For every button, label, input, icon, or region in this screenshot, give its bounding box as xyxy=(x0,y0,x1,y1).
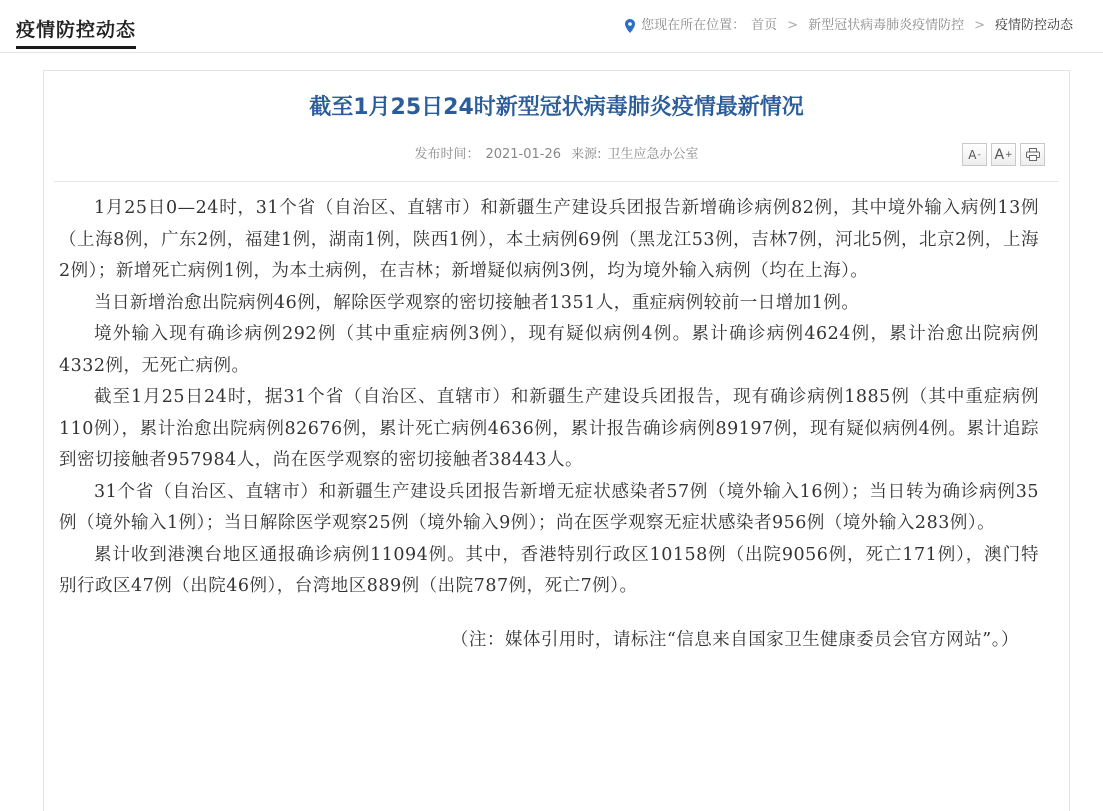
breadcrumb xyxy=(625,16,1073,36)
publish-date-label: 发布时间： xyxy=(414,147,480,162)
breadcrumb-covid-link[interactable]: 新型冠状病毒肺炎疫情防控 xyxy=(808,18,965,33)
article-title: 截至1月25日24时新型冠状病毒肺炎疫情最新情况 xyxy=(309,95,804,120)
printer-icon xyxy=(1026,148,1040,161)
article-tools xyxy=(962,143,1045,166)
section-title: 疫情防控动态 xyxy=(16,18,136,49)
source-value: 卫生应急办公室 xyxy=(607,147,699,162)
article-paragraph: 1月25日0—24时，31个省（自治区、直辖市）和新疆生产建设兵团报告新增确诊病例82例，其中境外输入病例13例（上海8例，广东2例，福建1例，湖南1例，陕西1例），本土病例69例（黑龙江53例，吉林7例，河北5例，北京2例，上海2例）；新增死亡病例1例，为本土病例，在吉林；新增疑似病例3例，均为境外输入病例（均在上海）。 xyxy=(59,198,1039,281)
breadcrumb-prefix: 您现在所在位置： xyxy=(641,18,746,33)
breadcrumb-home-link[interactable]: 首页 xyxy=(751,18,778,33)
publish-date: 2021-01-26 xyxy=(485,147,562,162)
article-paragraph: 截至1月25日24时，据31个省（自治区、直辖市）和新疆生产建设兵团报告，现有确诊病例1885例（其中重症病例110例），累计治愈出院病例82676例，累计死亡病例4636例，累计报告确诊病例89197例，现有疑似病例4例。累计追踪到密切接触者957984人，尚在医学观察的密切接触者38443人。 xyxy=(59,387,1039,470)
chevron-right-icon: > xyxy=(787,18,799,33)
chevron-right-icon: > xyxy=(974,18,985,33)
article-paragraph: 境外输入现有确诊病例292例（其中重症病例3例），现有疑似病例4例。累计确诊病例4624例，累计治愈出院病例4332例，无死亡病例。 xyxy=(59,324,1039,376)
article-paragraph: 31个省（自治区、直辖市）和新疆生产建设兵团报告新增无症状感染者57例（境外输入16例）；当日转为确诊病例35例（境外输入1例）；当日解除医学观察25例（境外输入9例）；尚在医学观察无症状感染者956例（境外输入283例）。 xyxy=(59,481,1039,533)
print-button[interactable] xyxy=(1020,143,1045,166)
article-card xyxy=(43,70,1070,811)
article-paragraph: 当日新增治愈出院病例46例，解除医学观察的密切接触者1351人，重症病例较前一日增加1例。 xyxy=(94,292,860,313)
citation-note: （注：媒体引用时，请标注“信息来自国家卫生健康委员会官方网站”。） xyxy=(450,629,1019,650)
breadcrumb-current: 疫情防控动态 xyxy=(994,18,1073,33)
location-pin-icon xyxy=(625,19,635,33)
article-paragraph: 累计收到港澳台地区通报确诊病例11094例。其中，香港特别行政区10158例（出院9056例，死亡171例），澳门特别行政区47例（出院46例），台湾地区889例（出院787例，死亡7例）。 xyxy=(59,544,1039,596)
title-divider xyxy=(54,181,1059,182)
source-label: 来源: xyxy=(571,147,602,162)
font-smaller-button[interactable]: A - xyxy=(962,143,987,166)
top-bar xyxy=(0,0,1103,53)
article-body xyxy=(59,193,1039,656)
article-meta xyxy=(44,143,1069,162)
font-larger-button[interactable]: A + xyxy=(991,143,1016,166)
